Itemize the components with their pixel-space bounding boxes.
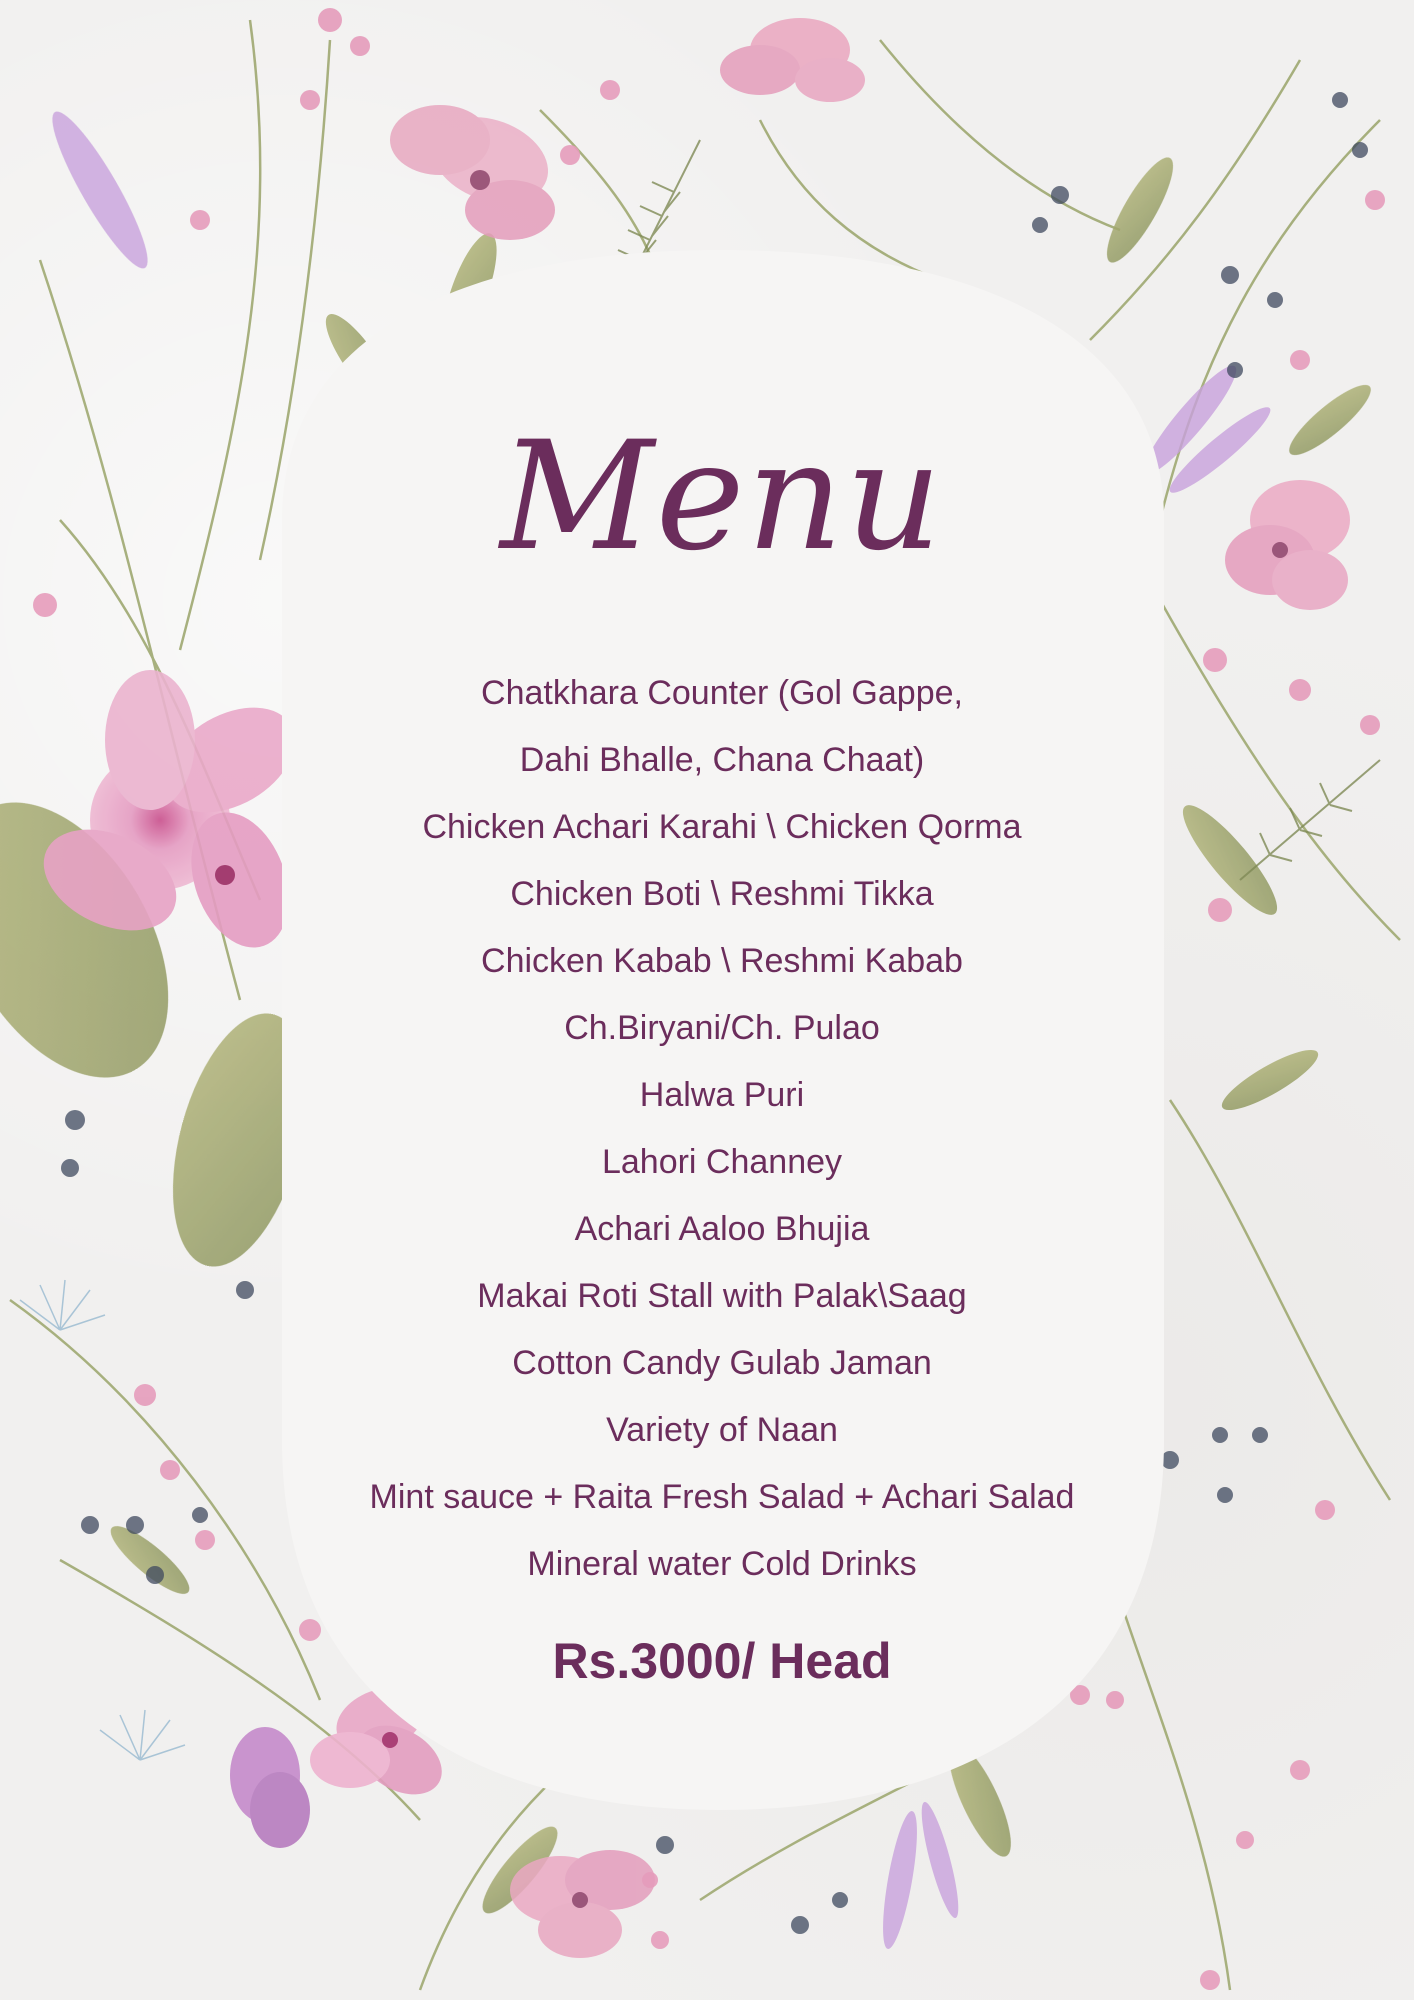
price-per-head: Rs.3000/ Head xyxy=(552,1633,892,1689)
menu-item: Mint sauce + Raita Fresh Salad + Achari Salad xyxy=(369,1478,1075,1516)
menu-item: Variety of Naan xyxy=(606,1411,838,1449)
menu-item: Cotton Candy Gulab Jaman xyxy=(512,1344,932,1382)
menu-item: Chicken Kabab \ Reshmi Kabab xyxy=(481,942,963,980)
menu-item: Lahori Channey xyxy=(601,1143,843,1181)
menu-panel xyxy=(280,260,1164,1820)
menu-item: Mineral water Cold Drinks xyxy=(527,1545,917,1583)
menu-items-list xyxy=(280,660,1164,1598)
menu-item: Halwa Puri xyxy=(639,1076,805,1114)
menu-item: Ch.Biryani/Ch. Pulao xyxy=(564,1009,880,1047)
menu-item: Chicken Achari Karahi \ Chicken Qorma xyxy=(422,808,1022,846)
menu-item: Makai Roti Stall with Palak\Saag xyxy=(477,1277,967,1315)
menu-item: Dahi Bhalle, Chana Chaat) xyxy=(519,741,925,779)
menu-item: Chicken Boti \ Reshmi Tikka xyxy=(510,875,934,913)
menu-item: Chatkhara Counter (Gol Gappe, xyxy=(481,674,963,712)
menu-item: Achari Aaloo Bhujia xyxy=(574,1210,870,1248)
menu-title: Menu xyxy=(500,410,944,584)
